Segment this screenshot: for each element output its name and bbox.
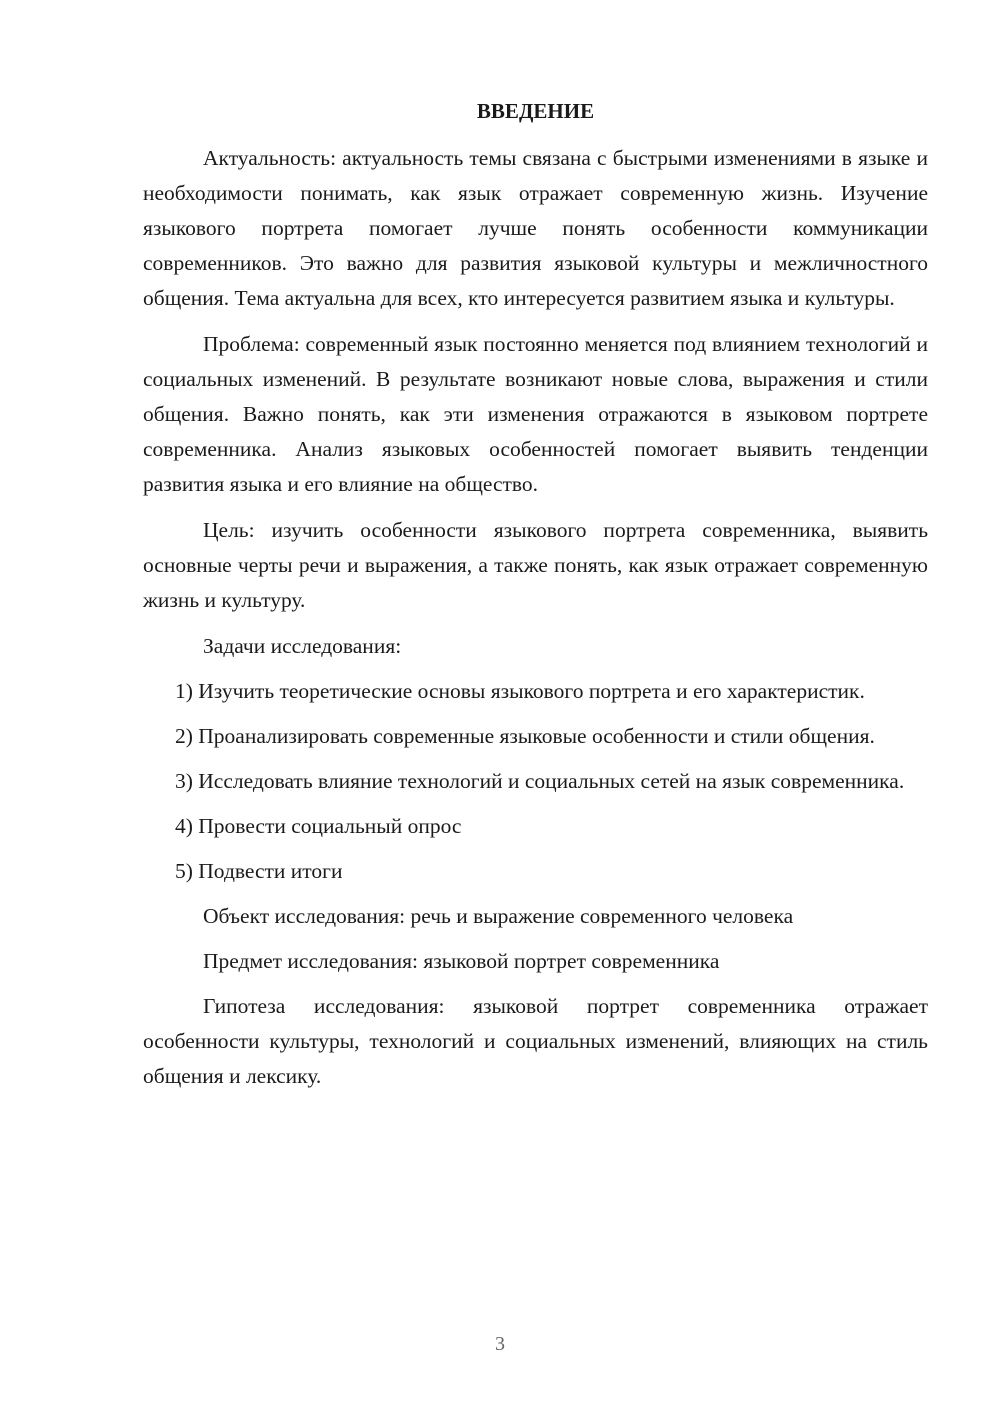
task-item-1: 1) Изучить теоретические основы языкового портрета и его характеристик. (175, 679, 865, 703)
document-page (143, 94, 928, 1105)
task-item-3: 3) Исследовать влияние технологий и социальных сетей на язык современника. (175, 769, 905, 793)
goal-paragraph: Цель: изучить особенности языкового портрета современника, выявить основные черты речи и выражения, а также понять, как язык отражает современную жизнь и культуру. (143, 518, 928, 612)
research-subject: Предмет исследования: языковой портрет современника (203, 949, 720, 973)
problem-paragraph: Проблема: современный язык постоянно меняется под влиянием технологий и социальных изменений. В результате возникают новые слова, выражения и стили общения. Важно понять, как эти изменения отражаются в языковом портрете современника. Анализ языковых особенностей помогает выявить тенденции развития языка и его влияние на общество. (143, 332, 928, 496)
tasks-heading: Задачи исследования: (203, 634, 402, 658)
task-item-2: 2) Проанализировать современные языковые особенности и стили общения. (175, 724, 875, 748)
task-item-4: 4) Провести социальный опрос (175, 814, 462, 838)
task-item-5: 5) Подвести итоги (175, 859, 343, 883)
relevance-paragraph: Актуальность: актуальность темы связана с быстрыми изменениями в языке и необходимости понимать, как язык отражает современную жизнь. Изучение языкового портрета помогает лучше понять особенности коммуникации современников. Это важно для развития языковой культуры и межличностного общения. Тема актуальна для всех, кто интересуется развитием языка и культуры. (143, 146, 928, 310)
hypothesis-paragraph: Гипотеза исследования: языковой портрет современника отражает особенности культуры, технологий и социальных изменений, влияющих на стиль общения и лексику. (143, 994, 928, 1088)
research-object: Объект исследования: речь и выражение современного человека (203, 904, 794, 928)
section-title: ВВЕДЕНИЕ (476, 99, 595, 123)
page-number: 3 (495, 1333, 505, 1355)
